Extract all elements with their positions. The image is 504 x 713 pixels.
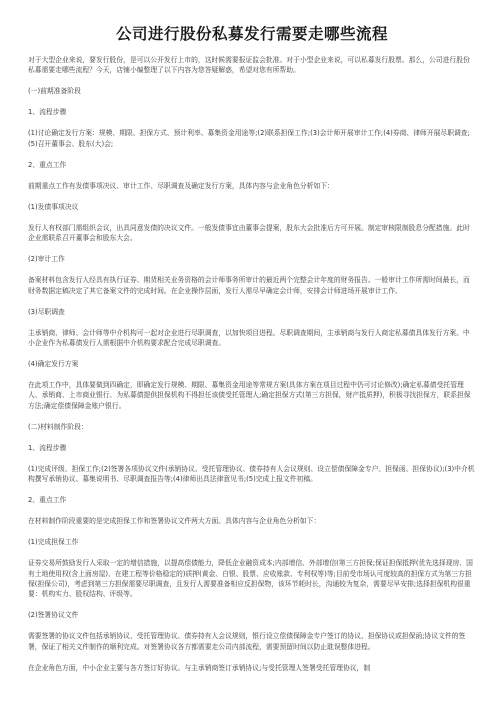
paragraph: 证券交易所鼓励发行人采取一定的增信措施，以提高偿债能力，降低企业融资成本;内部增信、外部增信(第三方担保;保证担保抵押(优先选择现房、国有土地使用权(含上面房屋)、在建工程等价格稳定的)质押(黄金、白银、股票、应收账款、专利权等)等;目前受市场认可度较高的担保方式为第三方担保(担保公司)，考虑到第三方担保需要尽职调查，且发行人需要准备相应反担保物，该环节耗时长，沟通较为复杂，需要尽早安排;选择担保机构很重要：机构实力、股权结构、评级等。: [28, 559, 473, 599]
paragraph: (3)尽职调查: [28, 307, 65, 316]
paragraph: (1)完成担保工作: [28, 538, 79, 547]
paragraph: 在此项工作中，具体要做到四确定，即确定发行规模、期限、募集资金用途等常规方案(具体方案在项目过程中仍可讨论修改);确定私募债受托管理人、承销商、上市商业银行、为私募债提供担保机构不得担任该债受托管理人;确定担保方式(第三方担保，财产抵质押)，积极寻找担保方，联系担保方法;确定偿债保障金账户银行。: [28, 381, 471, 410]
paragraph: 1、流程步骤: [28, 443, 67, 452]
paragraph: 发行人有权部门需组织会议，出具同意发债的决议文件。一般发债事宜由董事会提案，股东大会批准后方可开展。制定审核限制股息分配措施。此时企业需联系召开董事会和股东大会。: [28, 223, 470, 243]
paragraph: 主承销商、律师、会计师等中介机构可一起对企业进行尽职调查，以加快项目进程。尽职调查期间，主承销商与发行人商定私募债具体发行方案。中小企业作为私募债发行人需根据中介机构要求配合完成尽职调查。: [28, 328, 470, 348]
paragraph: (二)材料制作阶段：: [28, 422, 88, 431]
paragraph: 备案材料包含发行人经具有执行证券、期货相关业务资格的会计师事务所审计的最近两个完整会计年度的财务报告。一般审计工作所需时间最长，而财务数据定稿决定了其它备案文件的完成时间。在企业操作层面，发行人需尽早确定会计师，安排会计师进场开展审计工作。: [28, 276, 470, 295]
paragraph: 需要签署的协议文件包括承销协议、受托管理协议、债券持有人会议规则，银行设立偿债保障金专户签订的协议、担保协议或担保函;协议文件的签署，保证了相关文件制作的顺利完成。对签署协议各方都需要走公司内部流程，需要预留时间以防止耽误整体进程。: [28, 632, 466, 651]
paragraph: (2)签署协议文件: [28, 611, 79, 620]
paragraph: 1、流程步骤: [28, 108, 67, 117]
paragraph: 前期重点工作有发债事项决议、审计工作、尽职调查及确定发行方案，具体内容与企业角色分析如下：: [28, 181, 334, 190]
paragraph: 在材料制作阶段重要的是完成担保工作和签署协议文件两大方面。具体内容与企业角色分析如下：: [28, 517, 321, 526]
paragraph: (1)发债事项决议: [28, 202, 79, 211]
paragraph: 2、重点工作: [28, 496, 67, 505]
paragraph: (1)讨论确定发行方案：规模、期限、担保方式、预计利率、募集资金用途等;(2)联系担保工作;(3)会计师开展审计工作;(4)券商、律师开展尽职调查;(5)召开董事会、股东(大)会;: [28, 129, 470, 148]
paragraph: (4)确定发行方案: [28, 360, 79, 369]
paragraph: 2、重点工作: [28, 160, 67, 169]
paragraph: (一)前期准备阶段: [28, 87, 81, 96]
document-body: [28, 55, 476, 673]
page-title: 公司进行股份私募发行需要走哪些流程: [115, 25, 388, 43]
paragraph: 对于大型企业来说，要发行股份，是可以公开发行上市的，这时候需要报证监会批准。对于小型企业来说，可以私募发行股票。那么，公司进行股份私募需要走哪些流程？今天，店铺小编整理了以下内容为您答疑解惑，希望对您有所帮助。: [28, 56, 470, 75]
paragraph: (1)完成评级、担保工作;(2)签署各项协议文件(承销协议、受托管理协议、债券持有人会议规则、设立偿债保障金专户、担保函、担保协议);(3)中介机构撰写承销协议、募集说明书、尽职调查报告等;(4)律师出具法律意见书;(5)完成上报文件初稿。: [28, 464, 475, 484]
paragraph: (2)审计工作: [28, 255, 65, 264]
paragraph: 在企业角色方面，中小企业主要与各方签订好协议。与主承销商签订承销协议;与受托管理人签署受托管理协议，制: [28, 663, 371, 672]
